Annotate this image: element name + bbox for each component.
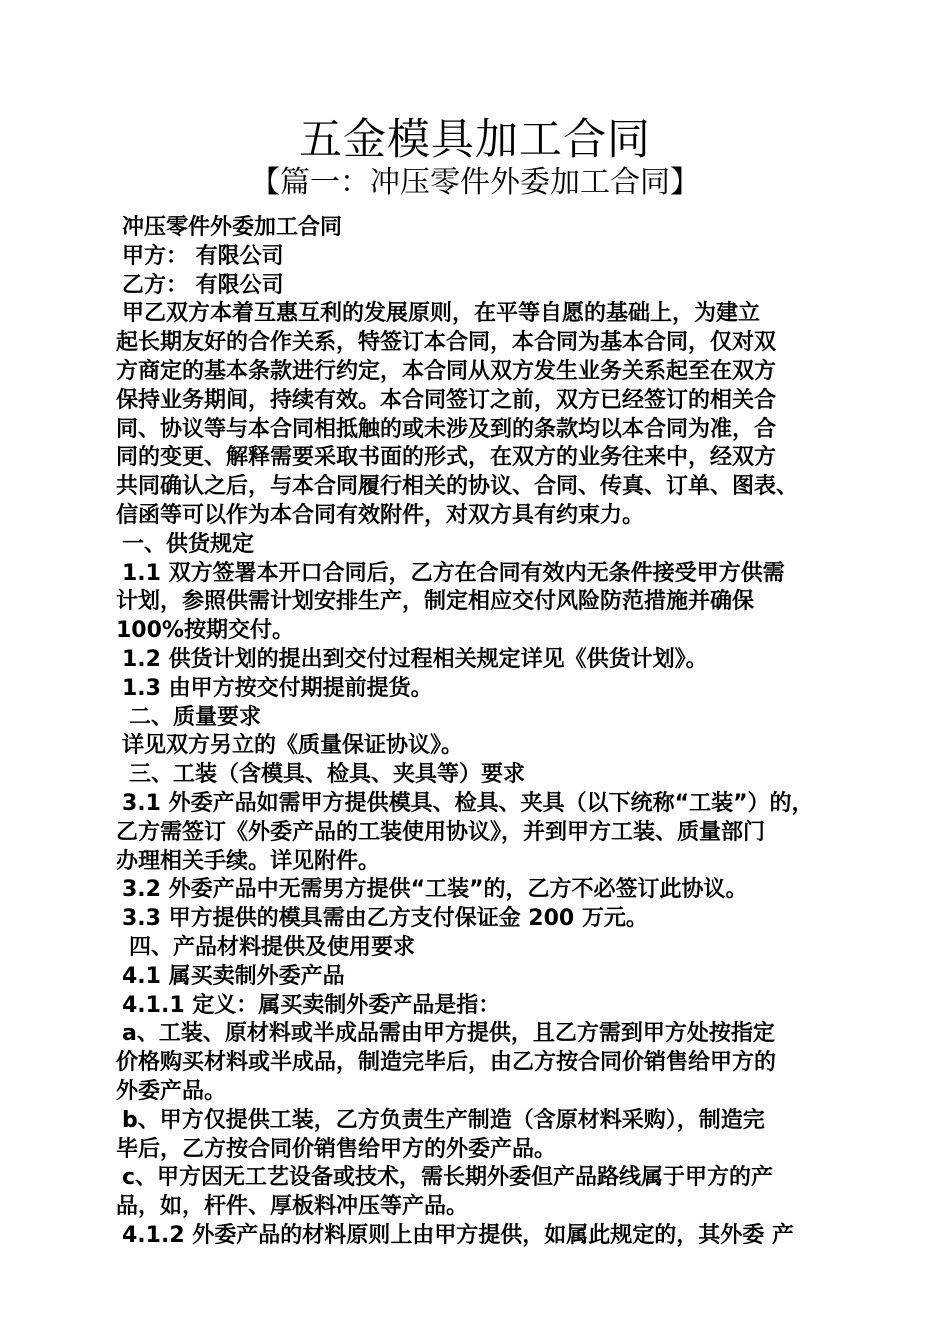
section-heading: 四、产品材料提供及使用要求 [129,934,416,960]
clause-line: 品，如，杆件、厚板料冲压等产品。 [116,1194,469,1220]
clause-line: 4.1.2 外委产品的材料原则上由甲方提供，如属此规定的，其外委 产 [122,1222,794,1248]
clause-line: 详见双方另立的《质量保证协议》。 [122,733,464,759]
clause-line: b、甲方仅提供工装，乙方负责生产制造（含原材料采购），制造完 [122,1107,765,1133]
clause-line: 4.1.1 定义：属买卖制外委产品是指： [122,992,501,1018]
clause-line: 3.1 外委产品如需甲方提供模具、检具、夹具（以下统称“工装”）的， [122,790,814,816]
preamble-line: 保持业务期间，持续有效。本合同签订之前，双方已经签订的相关合 [116,387,777,413]
clause-line: 100%按期交付。 [116,618,294,644]
preamble-line: 共同确认之后，与本合同履行相关的协议、合同、传真、订单、图表、 [116,474,799,500]
document-title: 五金模具加工合同 [299,115,651,165]
clause-line: 毕后，乙方按合同价销售给甲方的外委产品。 [116,1136,557,1162]
preamble-line: 甲乙双方本着互惠互利的发展原则，在平等自愿的基础上，为建立 [122,301,761,327]
clause-line: 1.3 由甲方按交付期提前提货。 [122,675,433,701]
clause-line: a、工装、原材料或半成品需由甲方提供，且乙方需到甲方处按指定 [122,1021,775,1047]
contract-heading: 冲压零件外委加工合同 [122,215,343,240]
clause-line: 外委产品。 [116,1078,227,1104]
section-heading: 一、供货规定 [122,531,255,557]
preamble-line: 方商定的基本条款进行约定，本合同从双方发生业务关系起至在双方 [116,358,777,384]
preamble-line: 起长期友好的合作关系，特签订本合同，本合同为基本合同，仅对双 [116,330,777,356]
contract-body [116,214,852,1251]
clause-line: 价格购买材料或半成品，制造完毕后，由乙方按合同价销售给甲方的 [116,1050,777,1076]
party-b-line: 乙方： 有限公司 [122,272,284,298]
section-heading: 二、质量要求 [129,704,262,730]
document-subtitle: 【篇一：冲压零件外委加工合同】 [250,165,700,200]
clause-line: 办理相关手续。详见附件。 [116,848,381,874]
clause-line: 4.1 属买卖制外委产品 [122,963,345,989]
clause-line: 乙方需签订《外委产品的工装使用协议》，并到甲方工装、质量部门 [116,819,766,845]
party-a-line: 甲方： 有限公司 [122,243,284,269]
section-heading: 三、工装（含模具、检具、夹具等）要求 [129,762,526,788]
preamble-line: 同的变更、解释需要采取书面的形式，在双方的业务往来中，经双方 [116,445,777,471]
clause-line: 3.2 外委产品中无需男方提供“工装”的，乙方不必签订此协议。 [122,877,748,903]
preamble-line: 同、协议等与本合同相抵触的或未涉及到的条款均以本合同为准，合 [116,416,777,442]
clause-line: 1.1 双方签署本开口合同后，乙方在合同有效内无条件接受甲方供需 [122,560,785,586]
clause-line: 1.2 供货计划的提出到交付过程相关规定详见《供货计划》。 [122,646,708,672]
clause-line: 计划，参照供需计划安排生产，制定相应交付风险防范措施并确保 [116,589,755,615]
clause-line: 3.3 甲方提供的模具需由乙方支付保证金 200 万元。 [122,906,648,932]
clause-line: c、甲方因无工艺设备或技术，需长期外委但产品路线属于甲方的产 [122,1165,774,1191]
preamble-line: 信函等可以作为本合同有效附件，对双方具有约束力。 [116,502,645,528]
